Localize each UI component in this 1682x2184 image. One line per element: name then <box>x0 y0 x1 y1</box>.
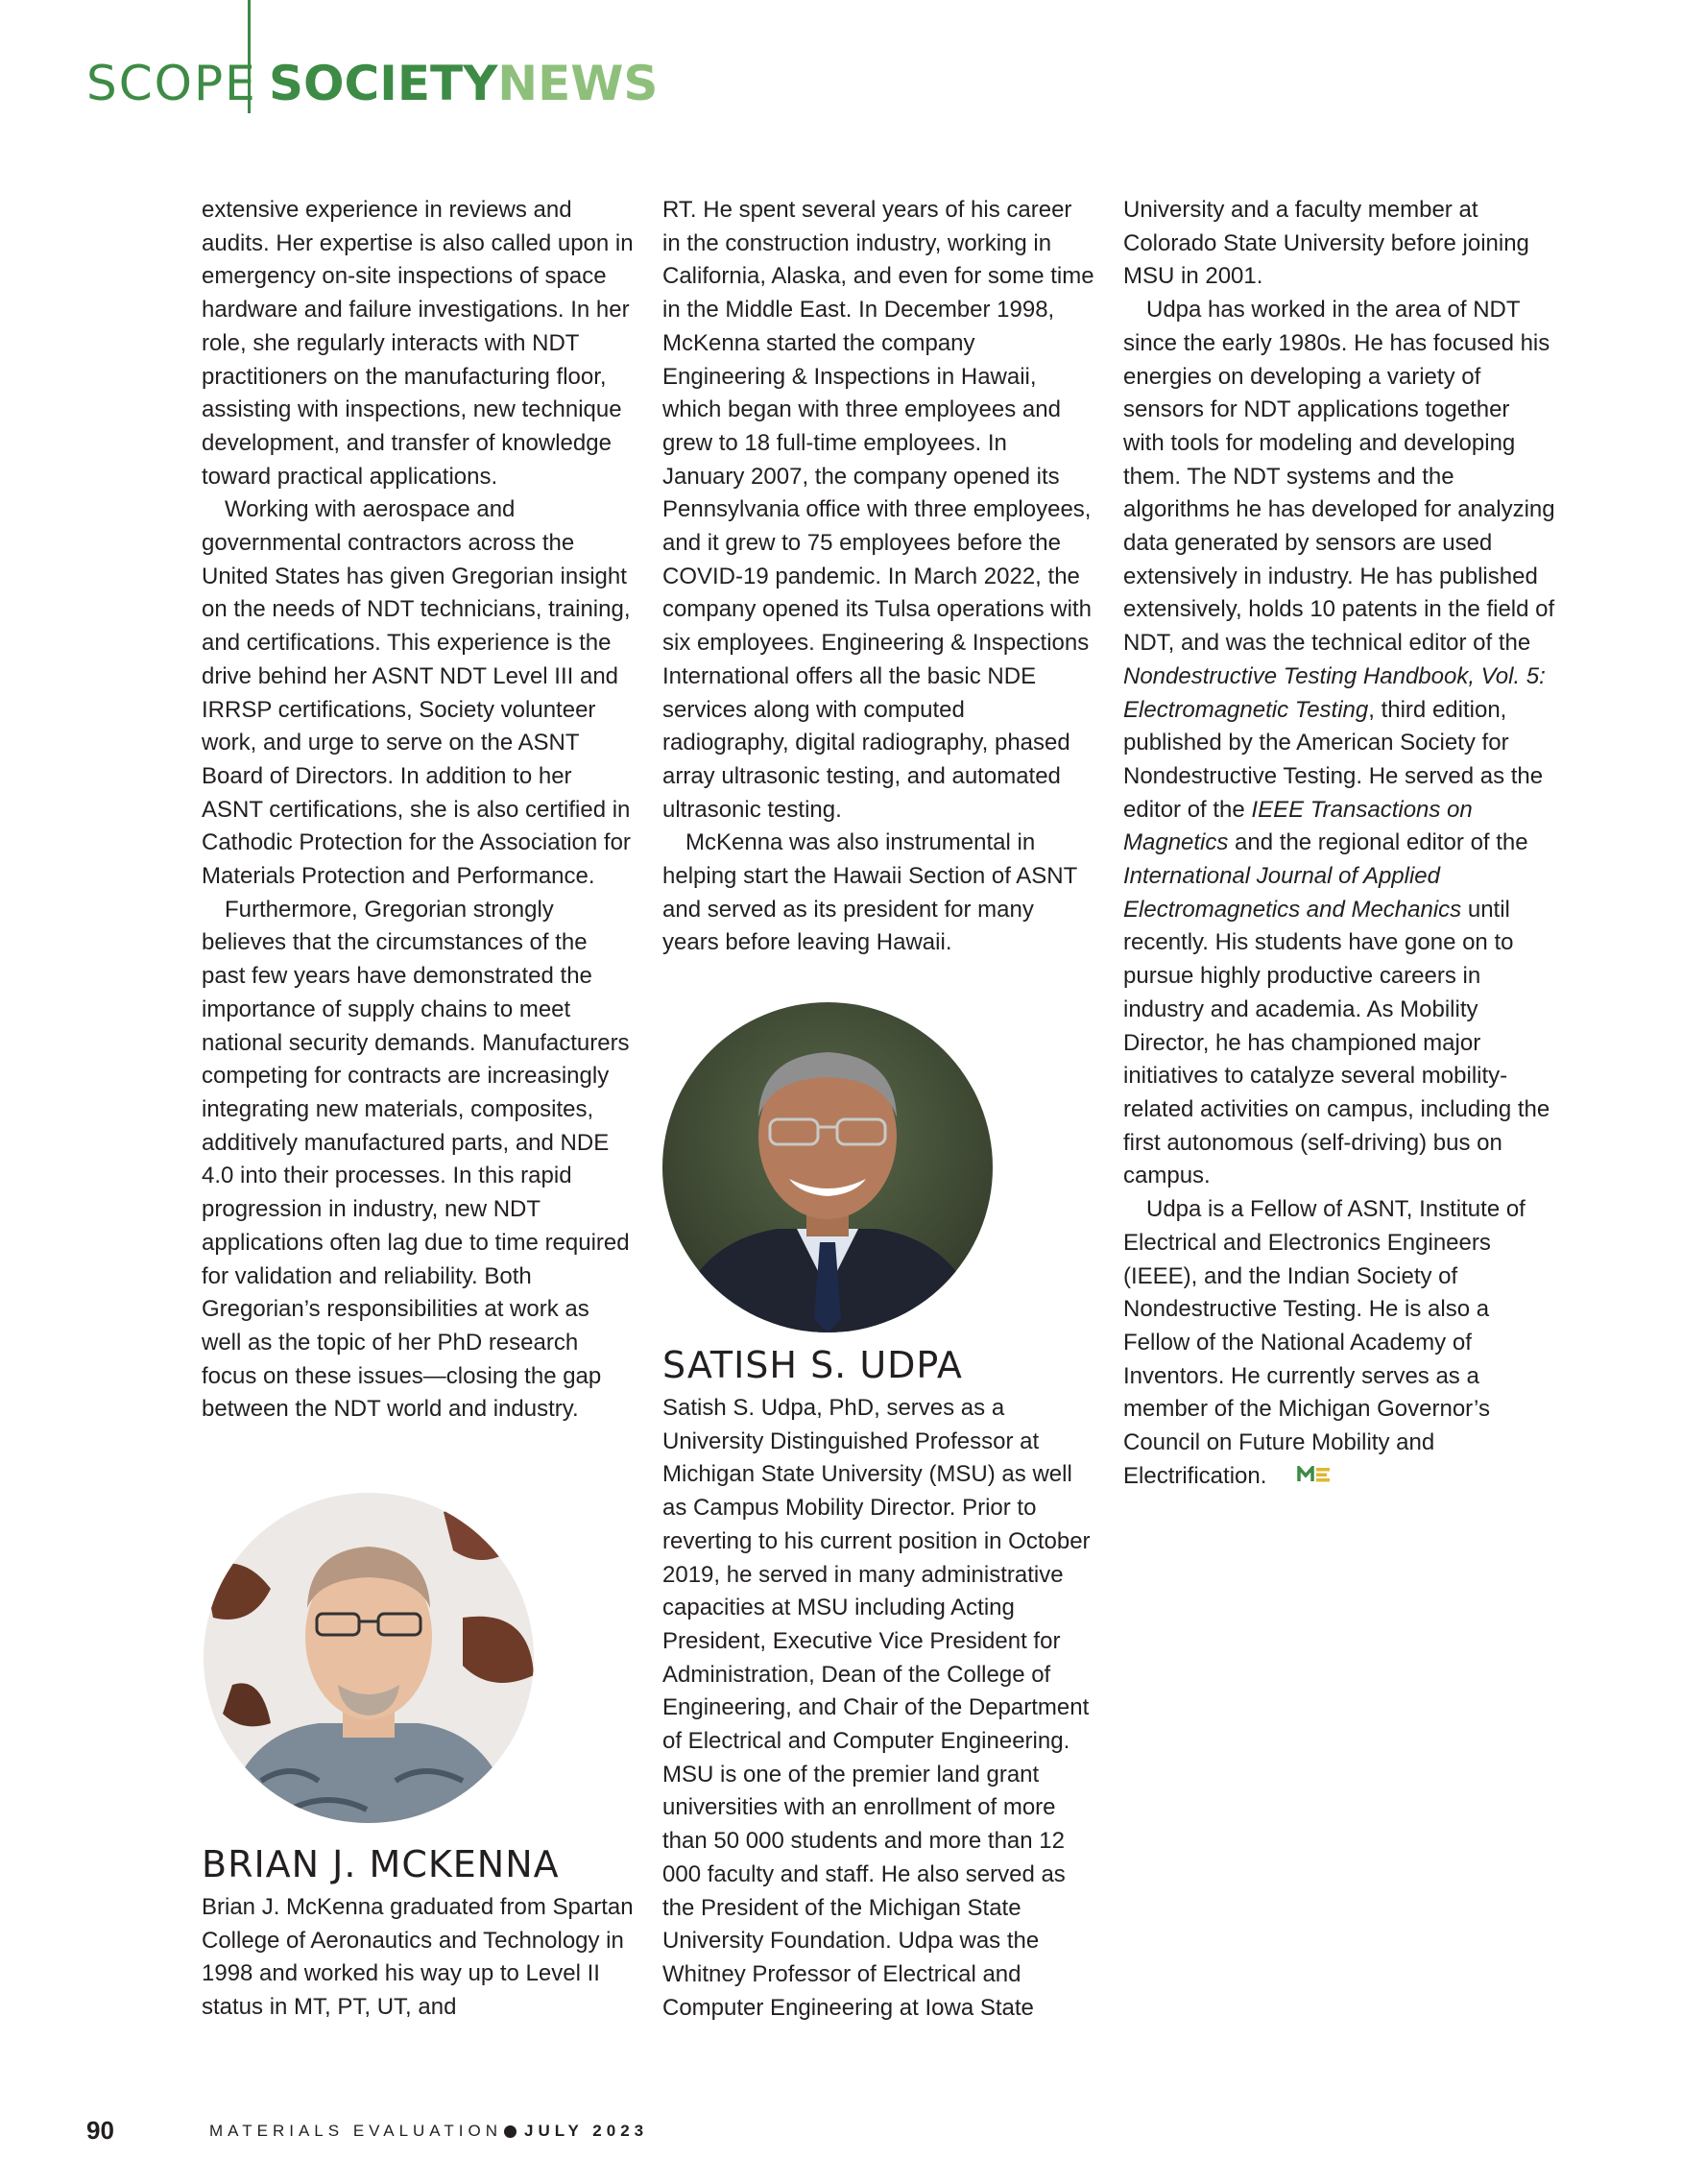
page-number: 90 <box>86 2116 114 2145</box>
paragraph: McKenna was also instrumental in helping start the Hawaii Section of ASNT and served as its president for many years before leaving Hawaii. <box>662 829 1077 956</box>
column-2 <box>662 194 1094 960</box>
department-title-society: SOCIETY <box>269 56 498 111</box>
text-run: until recently. His students have gone on to pursue highly productive careers in industry and academia. As Mobility Director, he has championed major initiatives to catalyze several mobility-related activities on campus, including the first autonomous (self-driving) bus on campus. <box>1123 896 1550 1189</box>
me-end-mark-icon <box>1274 1460 1332 1494</box>
paragraph: Working with aerospace and governmental contractors across the United States has given Gregorian insight on the needs of NDT technicians, training, and certifications. This experience is the drive behind her ASNT NDT Level III and IRRSP certifications, Society volunteer work, and urge to serve on the ASNT Board of Directors. In addition to her ASNT certifications, she is also certified in Cathodic Protection for the Association for Materials Protection and Performance. <box>202 496 631 890</box>
paragraph <box>1123 1193 1555 1494</box>
column-1 <box>202 194 634 1427</box>
text-run: , third edition, published by the American Society for Nondestructive Testing. He served as the editor of the <box>1123 696 1544 823</box>
journal-title: International Journal of Applied Electromagnetics and Mechanics <box>1123 863 1462 923</box>
department-title <box>269 56 658 111</box>
udpa-name: SATISH S. UDPA <box>662 1344 963 1386</box>
column-3 <box>1123 194 1555 1494</box>
issue-date: JULY 2023 <box>524 2122 649 2140</box>
paragraph: Furthermore, Gregorian strongly believes that the circumstances of the past few years have demonstrated the importance of supply chains to meet national security demands. Manufacturers competing for contracts are increasingly integrating new materials, composites, additively manufactured parts, and NDE 4.0 into their processes. In this rapid progression in industry, new NDT applications often lag due to time required for validation and reliability. Both Gregorian’s responsibilities at work as well as the topic of her PhD research focus on these issues—closing the gap between the NDT world and industry. <box>202 896 630 1423</box>
paragraph <box>1123 294 1555 1193</box>
paragraph: University and a faculty member at Colorado State University before joining MSU in 2001. <box>1123 197 1529 290</box>
text-run: and the regional editor of the <box>1228 829 1528 856</box>
department-title-news: NEWS <box>497 56 659 111</box>
section-label: SCOPE <box>86 56 257 111</box>
text-run: Udpa has worked in the area of NDT since the early 1980s. He has focused his energies on developing a variety of sensors for NDT applications together with tools for modeling and developing them. The NDT systems and the algorithms he has developed for analyzing data generated by sensors are used extensively in industry. He has published extensively, holds 10 patents in the field of NDT, and was the technical editor of the <box>1123 297 1555 657</box>
bullet-icon <box>504 2125 517 2138</box>
handbook-title: Nondestructive Testing Handbook, Vol. 5: Electromagnetic Testing <box>1123 662 1546 723</box>
udpa-portrait <box>662 1002 993 1332</box>
journal-name: MATERIALS EVALUATION <box>209 2122 502 2140</box>
paragraph: extensive experience in reviews and audits. Her expertise is also called upon in emergency on-site inspections of space hardware and failure investigations. In her role, she regularly interacts with NDT practitioners on the manufacturing floor, assisting with inspections, new technique development, and transfer of knowledge toward practical applications. <box>202 197 634 490</box>
page-header <box>86 0 758 115</box>
journal-title: IEEE Transactions on Magnetics <box>1123 796 1473 856</box>
udpa-bio: Satish S. Udpa, PhD, serves as a University Distinguished Professor at Michigan State University (MSU) as well as Campus Mobility Director. Prior to reverting to his current position in October 2019, he served in many administrative capacities at MSU including Acting President, Executive Vice President for Administration, Dean of the College of Engineering, and Chair of the Department of Electrical and Computer Engineering. MSU is one of the premier land grant universities with an enrollment of more than 50 000 students and more than 12 000 faculty and staff. He also served as the President of the Michigan State University Foundation. Udpa was the Whitney Professor of Electrical and Computer Engineering at Iowa State <box>662 1395 1091 2021</box>
text-run: Udpa is a Fellow of ASNT, Institute of Electrical and Electronics Engineers (IEEE), and the Indian Society of Nondestructive Testing. He is also a Fellow of the National Academy of Inventors. He currently serves as a member of the Michigan Governor’s Council on Future Mobility and Electrification. <box>1123 1196 1526 1489</box>
footer-line <box>209 2122 648 2141</box>
mckenna-name: BRIAN J. MCKENNA <box>202 1843 560 1885</box>
mckenna-portrait <box>204 1493 534 1823</box>
paragraph: RT. He spent several years of his career in the construction industry, working in California, Alaska, and even for some time in the Middle East. In December 1998, McKenna started the company Engineering & Inspections in Hawaii, which began with three employees and grew to 18 full-time employees. In January 2007, the company opened its Pennsylvania office with three employees, and it grew to 75 employees before the COVID-19 pandemic. In March 2022, the company opened its Tulsa operations with six employees. Engineering & Inspections International offers all the basic NDE services along with computed radiography, digital radiography, phased array ultrasonic testing, and automated ultrasonic testing. <box>662 197 1094 823</box>
mckenna-bio: Brian J. McKenna graduated from Spartan College of Aeronautics and Technology in 1998 and worked his way up to Level II status in MT, PT, UT, and <box>202 1894 634 2021</box>
